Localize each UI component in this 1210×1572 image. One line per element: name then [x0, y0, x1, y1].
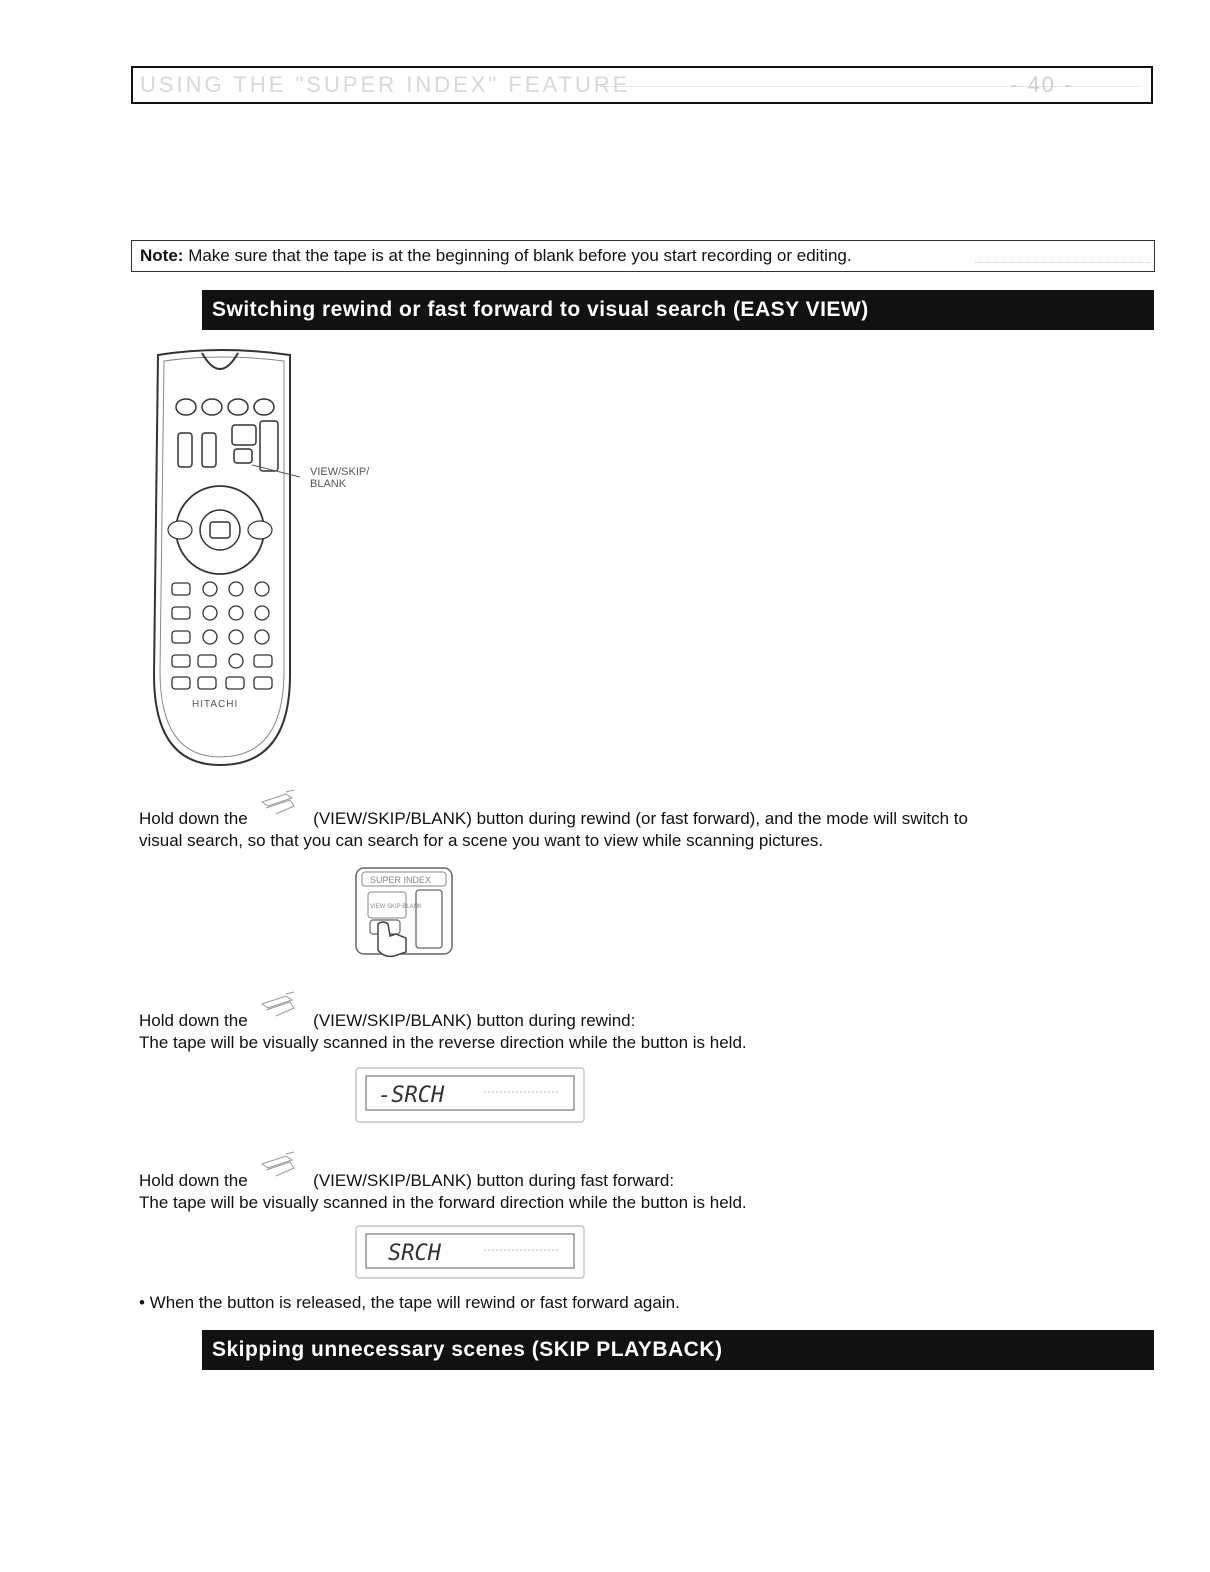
paragraph-easy-view-intro — [139, 808, 968, 852]
remote-brand-text: HITACHI — [192, 699, 239, 710]
note-text: Make sure that the tape is at the beginning of blank before you start recording or editing. — [188, 246, 852, 265]
view-skip-blank-icon — [256, 1150, 302, 1178]
p3-text-after-icon: (VIEW/SKIP/BLANK) button during fast forward: — [313, 1171, 675, 1190]
note-dotted-leader — [975, 262, 1150, 263]
remote-button-label — [310, 466, 369, 490]
super-index-title: SUPER INDEX — [370, 875, 432, 885]
super-index-button-label: VIEW SKIP BLANK — [370, 904, 422, 910]
lcd-display-rewind — [354, 1064, 594, 1126]
p2-text-before-icon: Hold down the — [139, 1011, 248, 1030]
remote-label-line-1: VIEW/SKIP/ — [310, 466, 370, 478]
paragraph-rewind-search — [139, 1010, 747, 1054]
p3-line-2: The tape will be visually scanned in the forward direction while the button is held. — [139, 1193, 747, 1212]
lcd-rewind-text: -SRCH — [378, 1083, 445, 1108]
note-label: Note: — [140, 246, 184, 265]
p3-text-before-icon: Hold down the — [139, 1171, 248, 1190]
lcd-forward-text: SRCH — [388, 1241, 441, 1266]
page-number: - 40 - — [1010, 72, 1074, 97]
p1-text-after-icon: (VIEW/SKIP/BLANK) button during rewind (or fast forward), and the mode will switch to — [313, 809, 968, 828]
page-header-title: USING THE "SUPER INDEX" FEATURE — [140, 72, 631, 97]
p1-line-2: visual search, so that you can search for a scene you want to view while scanning pictures. — [139, 831, 824, 850]
view-skip-blank-icon — [256, 990, 302, 1018]
p2-text-after-icon: (VIEW/SKIP/BLANK) button during rewind: — [313, 1011, 636, 1030]
bullet-release-note: • When the button is released, the tape will rewind or fast forward again. — [139, 1293, 680, 1312]
super-index-panel-illustration — [340, 862, 460, 960]
remote-label-line-2: BLANK — [310, 478, 347, 490]
note-line — [140, 246, 852, 266]
section-heading-easy-view: Switching rewind or fast forward to visual search (EASY VIEW) — [202, 290, 1154, 330]
p2-line-2: The tape will be visually scanned in the reverse direction while the button is held. — [139, 1033, 747, 1052]
remote-control-illustration — [140, 345, 390, 770]
p1-text-before-icon: Hold down the — [139, 809, 248, 828]
paragraph-forward-search — [139, 1170, 747, 1214]
section-heading-skip-playback: Skipping unnecessary scenes (SKIP PLAYBACK) — [202, 1330, 1154, 1370]
lcd-display-forward — [354, 1222, 594, 1282]
view-skip-blank-icon — [256, 788, 302, 816]
